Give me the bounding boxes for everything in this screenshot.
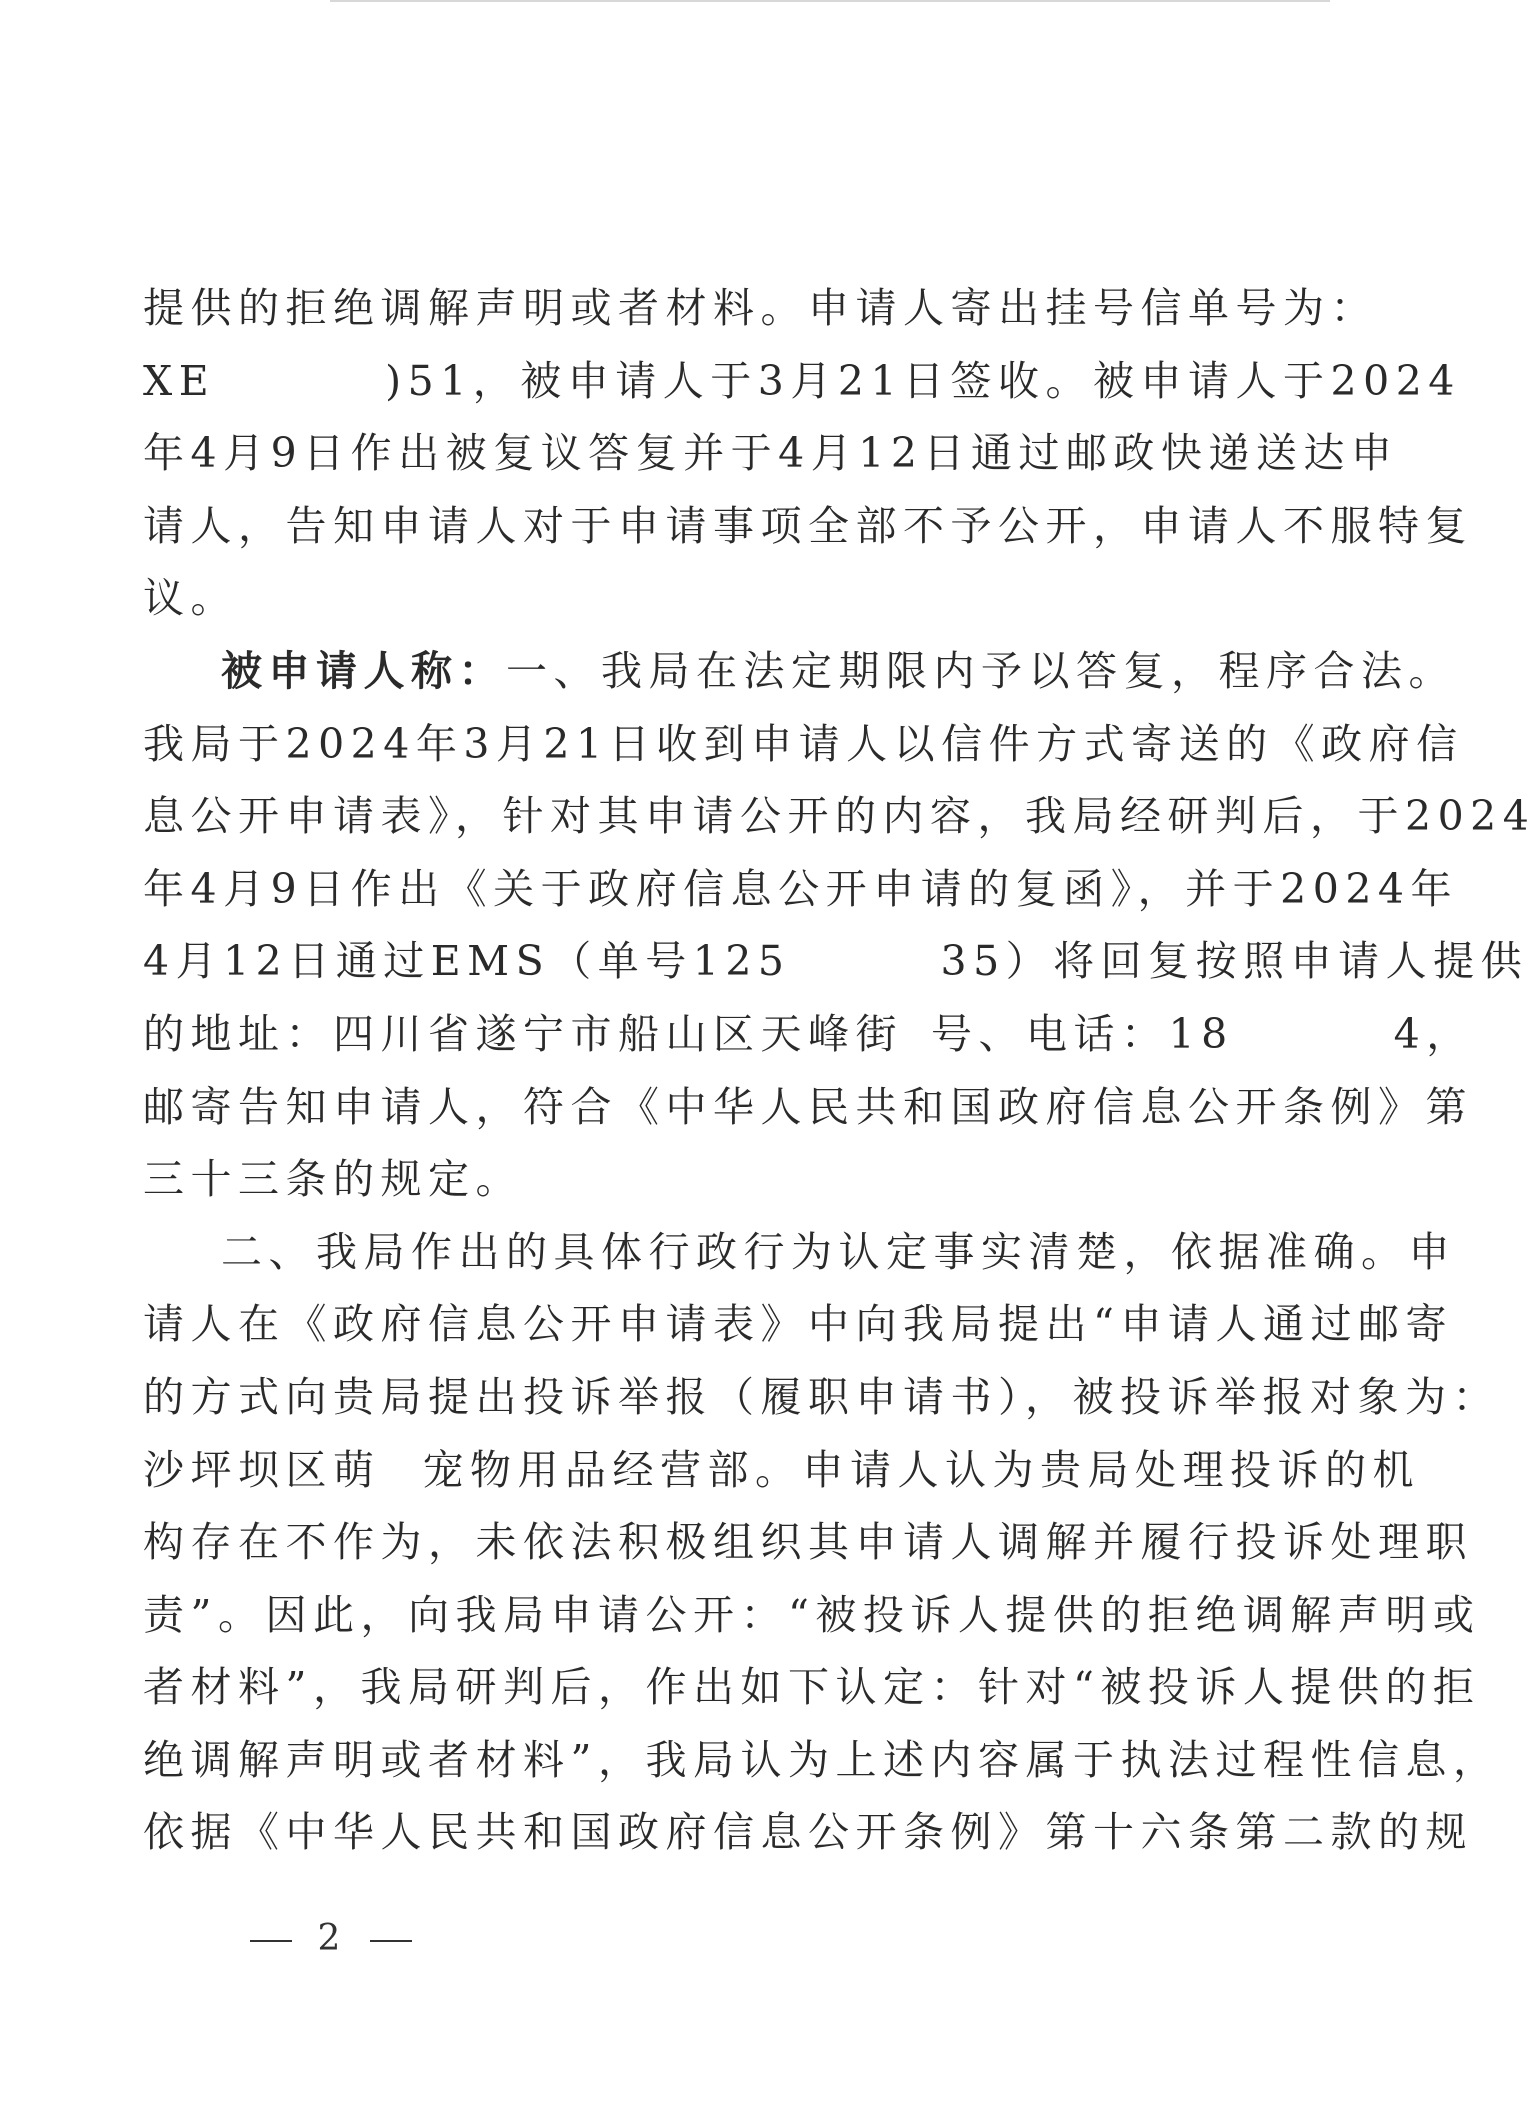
text-line (143, 998, 1474, 1071)
text-segment: 4， (1393, 1009, 1474, 1058)
page-number-dash-right (370, 1940, 412, 1942)
text-line (143, 780, 1535, 853)
text-line (143, 1071, 1473, 1144)
text-segment: 邮寄告知申请人，符合《中华人民共和国政府信息公开条例》第 (143, 1082, 1473, 1131)
text-segment: 沙坪坝区萌 (143, 1445, 381, 1494)
text-segment: )51，被申请人于3月21日签收。被申请人于2024 (385, 356, 1461, 405)
text-segment: 构存在不作为，未依法积极组织其申请人调解并履行投诉处理职 (143, 1518, 1473, 1567)
document-body (143, 272, 1535, 1869)
text-segment: 4月12日通过EMS（单号125 (143, 937, 791, 986)
text-segment: 请人，告知申请人对于申请事项全部不予公开，申请人不服特复 (143, 501, 1473, 550)
text-segment: 一、我局在法定期限内予以答复，程序合法。 (506, 646, 1456, 695)
text-segment: 依据《中华人民共和国政府信息公开条例》第十六条第二款的规 (143, 1808, 1473, 1857)
text-segment: 我局于2024年3月21日收到申请人以信件方式寄送的《政府信 (143, 719, 1464, 768)
text-segment: 年4月9日作出被复议答复并于4月12日通过邮政快递送达申 (143, 429, 1399, 478)
text-segment: 绝调解声明或者材料”，我局认为上述内容属于执法过程性信息， (143, 1735, 1501, 1784)
text-line (143, 708, 1464, 781)
page-number-value: 2 (317, 1918, 345, 1959)
text-segment: 年4月9日作出《关于政府信息公开申请的复函》，并于2024年 (143, 864, 1459, 913)
text-segment: 议。 (143, 574, 238, 623)
text-segment: 二、我局作出的具体行政行为认定事实清楚，依据准确。申 (221, 1227, 1456, 1276)
text-line (143, 1143, 1323, 1216)
page-number-dash-left (250, 1940, 292, 1942)
text-line (143, 1651, 1481, 1724)
text-line (143, 1434, 1420, 1507)
text-segment: 提供的拒绝调解声明或者材料。申请人寄出挂号信单号为： (143, 284, 1378, 332)
text-segment: 息公开申请表》，针对其申请公开的内容，我局经研判后，于2024 (143, 792, 1535, 841)
text-line (143, 1724, 1501, 1797)
scan-top-edge (330, 0, 1330, 2)
text-line (143, 1216, 1456, 1289)
text-segment: 责”。因此，向我局申请公开：“被投诉人提供的拒绝调解声明或 (143, 1590, 1481, 1639)
text-line (143, 1579, 1481, 1652)
text-segment: 请人在《政府信息公开申请表》中向我局提出“申请人通过邮寄 (143, 1300, 1453, 1349)
text-segment: 三十三条的规定。 (143, 1155, 523, 1204)
page-number (240, 1918, 422, 1959)
text-line (143, 417, 1399, 490)
text-line (143, 272, 1378, 345)
bold-text-segment: 被申请人称： (221, 646, 506, 695)
text-line (143, 1361, 1500, 1434)
text-line (143, 490, 1473, 563)
text-line (143, 853, 1459, 926)
text-line (143, 345, 1461, 418)
text-segment: 者材料”，我局研判后，作出如下认定：针对“被投诉人提供的拒 (143, 1663, 1481, 1712)
text-segment: 的地址：四川省遂宁市船山区天峰街 (143, 1009, 903, 1058)
text-segment: 号、电话：18 (931, 1009, 1234, 1058)
text-segment: XE (143, 356, 216, 405)
text-line (143, 1288, 1453, 1361)
text-segment: 宠物用品经营部。申请人认为贵局处理投诉的机 (422, 1445, 1420, 1494)
text-line (143, 1506, 1473, 1579)
text-segment: 的方式向贵局提出投诉举报（履职申请书），被投诉举报对象为： (143, 1372, 1500, 1421)
text-line (143, 925, 1529, 998)
text-line (143, 1796, 1473, 1869)
text-segment: 35）将回复按照申请人提供 (940, 937, 1529, 986)
text-line (143, 635, 1456, 708)
text-line (143, 562, 1323, 635)
